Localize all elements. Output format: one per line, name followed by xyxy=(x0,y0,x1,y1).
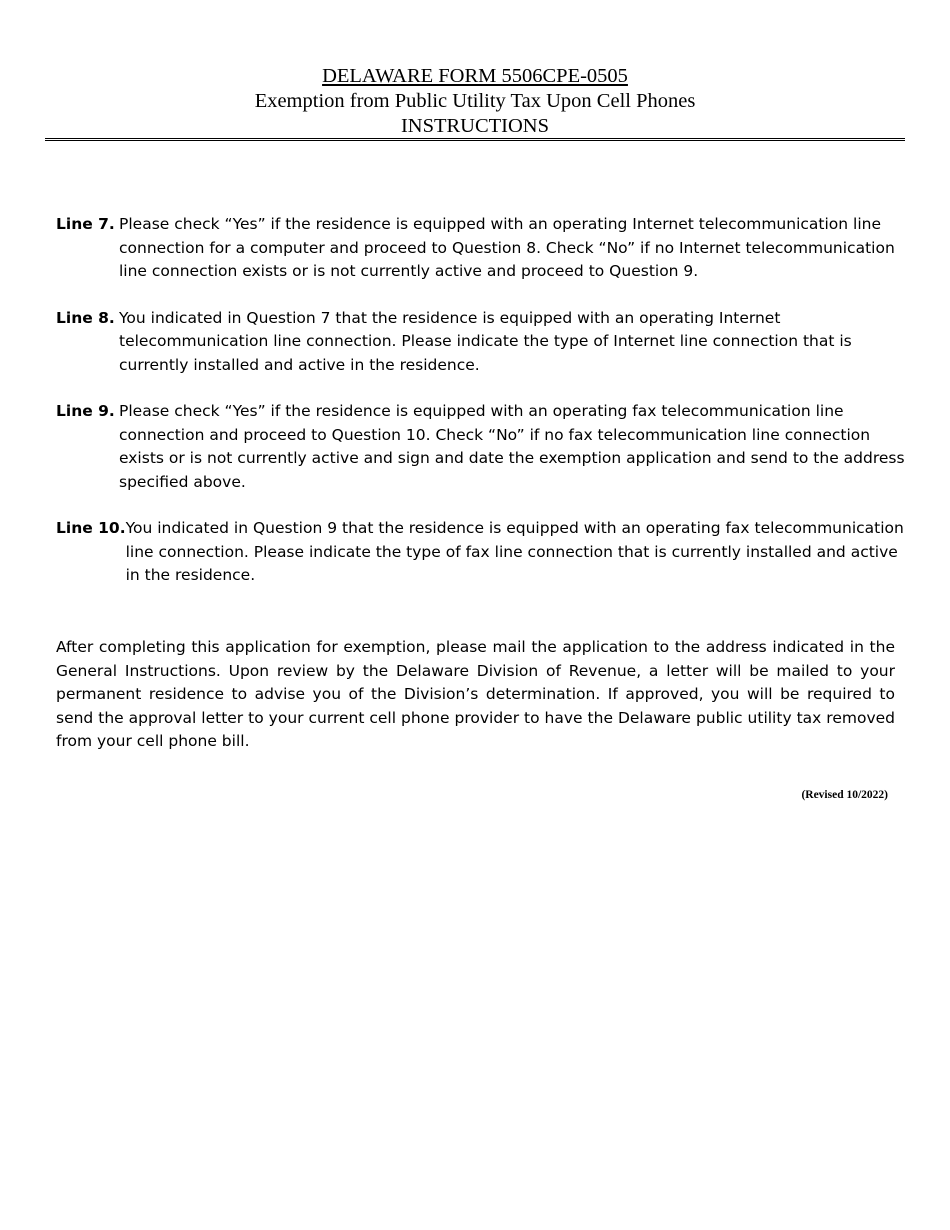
form-title: Exemption from Public Utility Tax Upon Cell Phones xyxy=(254,90,696,112)
closing-paragraph: After completing this application for exemption, please mail the application to the address indicated in the General Instructions. Upon review by the Delaware Division of Revenue, a letter will be mailed to your permanent residence to advise you of the Division’s determination. If approved, you will be required to send the approval letter to your current cell phone provider to have the Delaware public utility tax removed from your cell phone bill. xyxy=(56,638,895,750)
line-item-8 xyxy=(56,307,906,378)
header-double-rule xyxy=(45,138,905,141)
line-label: Line 10. xyxy=(56,519,126,537)
line-item-9 xyxy=(56,400,906,494)
line-label: Line 7. xyxy=(56,215,115,233)
line-label: Line 8. xyxy=(56,308,115,327)
line-text: Please check “Yes” if the residence is equipped with an operating fax telecommunication line connection and proceed to Question 10. Check “No” if no fax telecommunication line connection exists or is not currently active and sign and date the exemption application and send to the address specified above. xyxy=(119,402,905,491)
form-subtitle: INSTRUCTIONS xyxy=(400,115,550,137)
line-item-7 xyxy=(56,213,906,284)
document-header xyxy=(0,64,950,139)
form-number: DELAWARE FORM 5506CPE-0505 xyxy=(322,65,628,87)
line-text: You indicated in Question 9 that the residence is equipped with an operating fax telecommunication line connection. Please indicate the type of fax line connection that is currently installed and active in the residence. xyxy=(125,519,904,584)
line-label: Line 9. xyxy=(56,402,115,420)
line-instructions xyxy=(56,213,906,611)
line-item-10 xyxy=(56,517,906,588)
revision-date: (Revised 10/2022) xyxy=(801,789,888,801)
line-text: You indicated in Question 7 that the residence is equipped with an operating Internet telecommunication line connection. Please indicate the type of Internet line connection that is currently installed and active in the residence. xyxy=(119,308,852,374)
line-text: Please check “Yes” if the residence is equipped with an operating Internet telecommunication line connection for a computer and proceed to Question 8. Check “No” if no Internet telecommunication line connection exists or is not currently active and proceed to Question 9. xyxy=(119,215,895,280)
